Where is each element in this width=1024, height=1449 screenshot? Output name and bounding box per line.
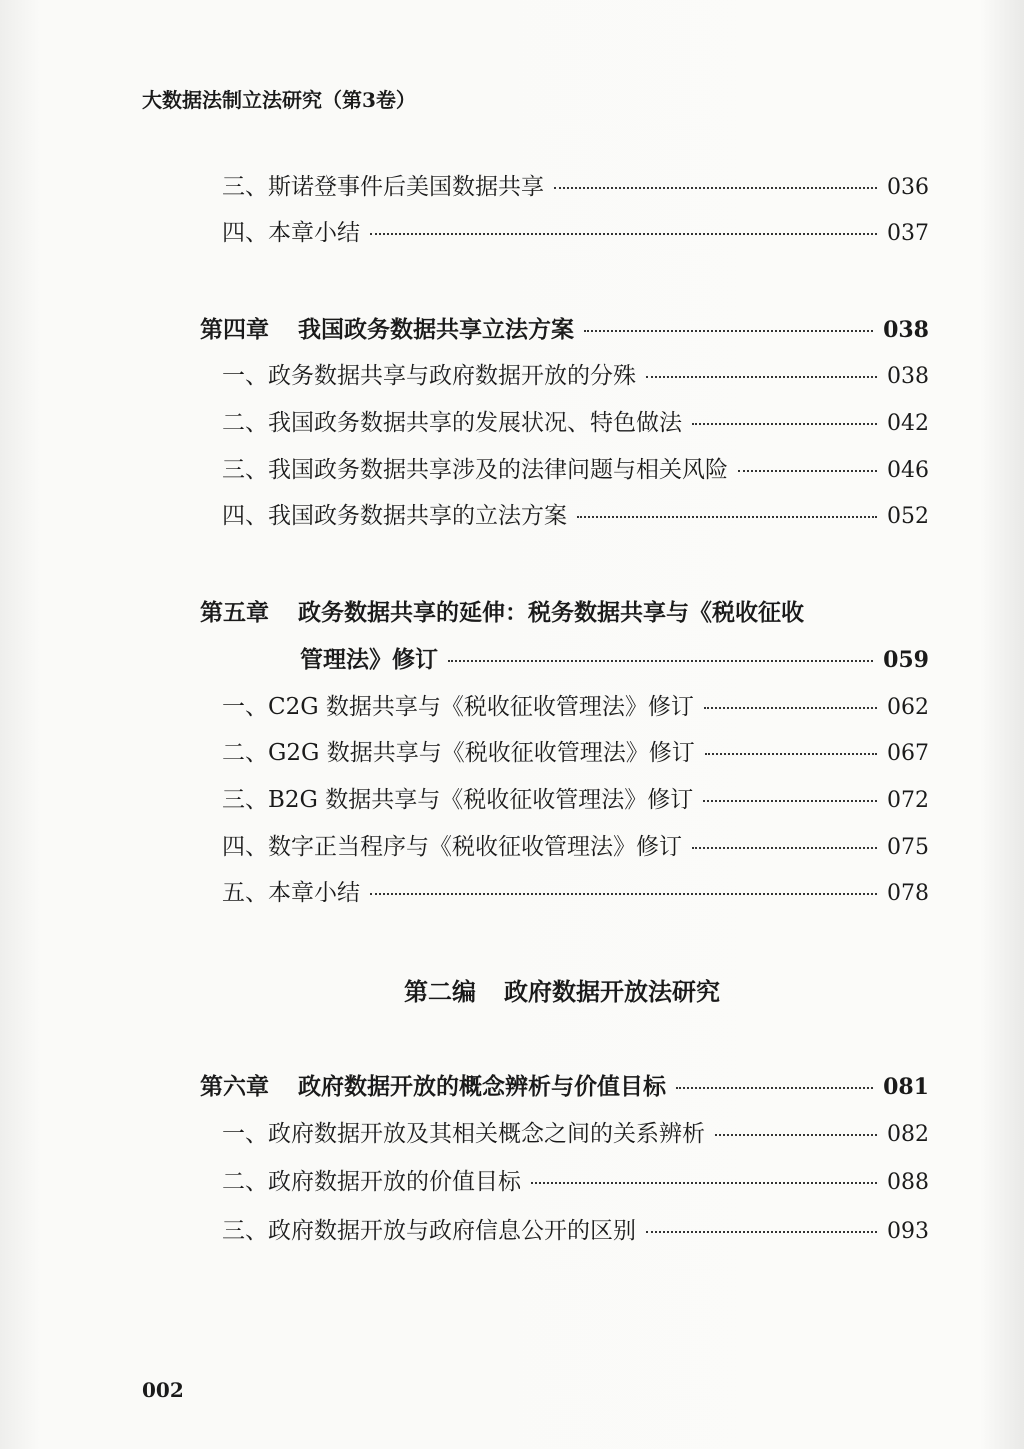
toc-entry[interactable] bbox=[222, 874, 929, 907]
dot-leader bbox=[531, 1182, 877, 1184]
entry-page: 072 bbox=[887, 788, 929, 813]
dot-leader bbox=[692, 423, 877, 425]
part-title: 政府数据开放法研究 bbox=[504, 977, 720, 1006]
chapter-title-cont: 管理法》修订 bbox=[300, 646, 438, 673]
entry-title: 一、政府数据开放及其相关概念之间的关系辨析 bbox=[222, 1121, 705, 1147]
dot-leader bbox=[646, 376, 877, 378]
part-heading[interactable] bbox=[0, 972, 1024, 1007]
toc-entry[interactable] bbox=[222, 781, 929, 814]
running-head: 大数据法制立法研究（第3卷） bbox=[142, 88, 416, 112]
dot-leader bbox=[448, 660, 873, 662]
toc-chapter[interactable] bbox=[200, 1068, 929, 1101]
chapter-label: 第五章 bbox=[200, 599, 269, 626]
entry-page: 075 bbox=[887, 835, 929, 860]
dot-leader bbox=[676, 1087, 873, 1089]
chapter-label: 第六章 bbox=[200, 1073, 269, 1100]
entry-page: 036 bbox=[887, 175, 929, 200]
toc-entry[interactable] bbox=[222, 1115, 929, 1148]
entry-page: 038 bbox=[887, 364, 929, 389]
entry-title: 三、B2G 数据共享与《税收征收管理法》修订 bbox=[222, 787, 694, 813]
entry-page: 062 bbox=[887, 695, 929, 720]
entry-title: 三、政府数据开放与政府信息公开的区别 bbox=[222, 1218, 636, 1244]
entry-page: 052 bbox=[887, 504, 929, 529]
dot-leader bbox=[703, 800, 877, 802]
toc-entry[interactable] bbox=[222, 1212, 929, 1245]
toc-entry[interactable] bbox=[222, 168, 929, 201]
entry-title: 四、我国政务数据共享的立法方案 bbox=[222, 503, 567, 529]
part-label: 第二编 bbox=[404, 977, 476, 1006]
dot-leader bbox=[715, 1134, 877, 1136]
toc-entry[interactable] bbox=[222, 357, 929, 390]
entry-page: 078 bbox=[887, 881, 929, 906]
entry-page: 059 bbox=[883, 647, 929, 673]
dot-leader bbox=[584, 330, 873, 332]
toc-chapter[interactable] bbox=[200, 311, 929, 344]
toc-entry[interactable] bbox=[222, 404, 929, 437]
dot-leader bbox=[705, 753, 877, 755]
chapter-title: 政府数据开放的概念辨析与价值目标 bbox=[298, 1073, 666, 1100]
entry-title: 一、政务数据共享与政府数据开放的分殊 bbox=[222, 363, 636, 389]
entry-title: 二、我国政务数据共享的发展状况、特色做法 bbox=[222, 410, 682, 436]
toc-entry[interactable] bbox=[222, 1163, 929, 1196]
entry-page: 088 bbox=[887, 1170, 929, 1195]
toc-chapter-line1[interactable] bbox=[200, 594, 804, 627]
dot-leader bbox=[370, 233, 877, 235]
entry-page: 042 bbox=[887, 411, 929, 436]
dot-leader bbox=[370, 893, 877, 895]
dot-leader bbox=[704, 707, 877, 709]
entry-page: 081 bbox=[883, 1074, 929, 1100]
entry-page: 037 bbox=[887, 221, 929, 246]
dot-leader bbox=[646, 1231, 877, 1233]
entry-title: 四、本章小结 bbox=[222, 220, 360, 246]
toc-entry[interactable] bbox=[222, 451, 929, 484]
page-number: 002 bbox=[142, 1378, 184, 1402]
toc-entry[interactable] bbox=[222, 688, 929, 721]
entry-page: 093 bbox=[887, 1219, 929, 1244]
entry-page: 082 bbox=[887, 1122, 929, 1147]
dot-leader bbox=[577, 516, 877, 518]
entry-title: 二、G2G 数据共享与《税收征收管理法》修订 bbox=[222, 740, 695, 766]
entry-title: 三、我国政务数据共享涉及的法律问题与相关风险 bbox=[222, 457, 728, 483]
dot-leader bbox=[738, 470, 877, 472]
chapter-title: 政务数据共享的延伸：税务数据共享与《税收征收 bbox=[298, 599, 804, 626]
entry-title: 五、本章小结 bbox=[222, 880, 360, 906]
toc-chapter-line2[interactable] bbox=[300, 641, 929, 674]
toc-entry[interactable] bbox=[222, 828, 929, 861]
entry-title: 四、数字正当程序与《税收征收管理法》修订 bbox=[222, 834, 682, 860]
entry-page: 067 bbox=[887, 741, 929, 766]
dot-leader bbox=[554, 187, 877, 189]
toc-entry[interactable] bbox=[222, 214, 929, 247]
entry-title: 二、政府数据开放的价值目标 bbox=[222, 1169, 521, 1195]
entry-title: 三、斯诺登事件后美国数据共享 bbox=[222, 174, 544, 200]
chapter-title: 我国政务数据共享立法方案 bbox=[298, 316, 574, 343]
entry-page: 046 bbox=[887, 458, 929, 483]
entry-page: 038 bbox=[883, 317, 929, 343]
dot-leader bbox=[692, 847, 877, 849]
chapter-label: 第四章 bbox=[200, 316, 269, 343]
toc-entry[interactable] bbox=[222, 497, 929, 530]
toc-entry[interactable] bbox=[222, 734, 929, 767]
entry-title: 一、C2G 数据共享与《税收征收管理法》修订 bbox=[222, 694, 694, 720]
